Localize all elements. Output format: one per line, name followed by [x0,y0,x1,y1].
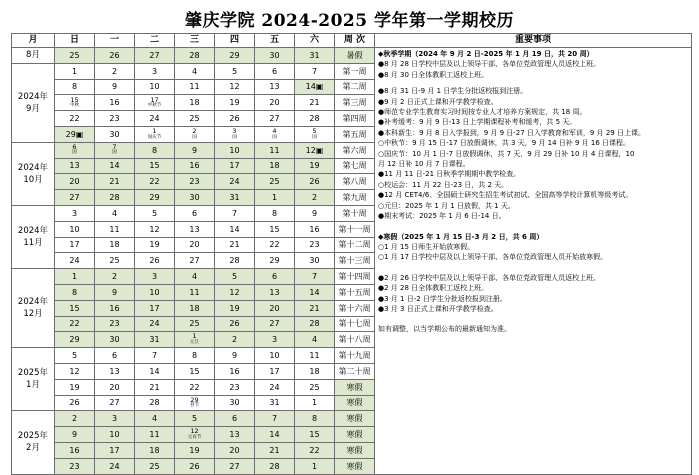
day-cell: 22 [55,111,95,127]
day-cell: 5 [175,411,215,427]
day-cell: 30 [95,332,135,348]
event-item: ●8 月 31 日-9 月 1 日学生分批返校报到注册。 [378,87,528,96]
day-cell: 20 [95,379,135,395]
month-cell: 2025年 2月 [12,411,55,474]
day-cell: 5 [135,205,175,221]
day-cell: 9 [295,205,335,221]
day-cell: 1 [55,63,95,79]
day-cell: 3 [95,411,135,427]
day-cell: 6 [215,411,255,427]
day-cell: 8 [175,348,215,364]
day-cell: 10 [95,427,135,443]
event-item: ●8 月 30 日全体教职工返校上班。 [378,70,489,79]
day-cell: 9 [95,284,135,300]
day-cell: 8 [295,411,335,427]
day-cell: 11 [255,142,295,158]
event-item: ●本科新生：9 月 8 日入学报到，9 月 9 日-27 日入学教育和军训，9 月 29 日上课。 [378,128,645,137]
week-cell: 第一周 [335,63,375,79]
day-cell: 28 [295,111,335,127]
day-cell: 24 [135,316,175,332]
day-cell: 16 [175,158,215,174]
header-3: 二 [135,34,175,48]
day-cell: 14 [135,363,175,379]
day-cell: 4 [135,411,175,427]
day-cell: 27 [215,458,255,474]
day-cell: 17 [135,300,175,316]
day-cell: 15 [55,300,95,316]
day-cell: 19 [135,237,175,253]
event-item: ●3 月 3 日正式上课和开学教学检查。 [378,304,498,313]
week-cell: 第十三周 [335,253,375,269]
day-cell: 1 [255,190,295,206]
day-cell: 17 [95,442,135,458]
week-cell: 寒假 [335,379,375,395]
day-cell: 25 [135,458,175,474]
day-cell: 10 [215,142,255,158]
day-cell: 23 [95,316,135,332]
day-cell: 9 [215,348,255,364]
day-cell: 23 [295,237,335,253]
day-cell: 25 [295,379,335,395]
day-cell: 9 [175,142,215,158]
day-cell: 30 [95,126,135,142]
day-cell: 11 [95,221,135,237]
day-cell: 25 [95,253,135,269]
day-cell: 19 [295,158,335,174]
day-cell: 12▣ [295,142,335,158]
header-2: 一 [95,34,135,48]
week-cell: 第十八周 [335,332,375,348]
week-cell: 第十五周 [335,284,375,300]
week-cell: 第十二周 [335,237,375,253]
day-cell: 24 [255,379,295,395]
day-cell: 5 国 [295,126,335,142]
day-cell: 21 [295,95,335,111]
day-cell: 13 [95,363,135,379]
day-cell: 5 [55,348,95,364]
event-item: ○1 月 15 日师生开始放寒假。 [378,242,475,251]
day-cell: 11 [295,348,335,364]
day-cell: 18 [295,363,335,379]
day-cell: 12 [135,221,175,237]
day-cell: 25 [255,174,295,190]
week-cell: 第十四周 [335,269,375,285]
day-cell: 21 [215,237,255,253]
day-cell: 1 [55,269,95,285]
month-cell: 2024年 9月 [12,63,55,142]
day-cell: 24 [95,458,135,474]
day-cell: 25 [55,48,95,64]
week-cell: 第十一周 [335,221,375,237]
day-cell: 12 [55,363,95,379]
day-cell: 24 [215,174,255,190]
day-cell: 28 [135,395,175,411]
header-0: 月 [12,34,55,48]
week-cell: 第十七周 [335,316,375,332]
day-cell: 8 [135,142,175,158]
day-cell: 21 [295,300,335,316]
day-cell: 14▣ [295,79,335,95]
day-cell: 25 [175,111,215,127]
day-cell: 21 [255,442,295,458]
day-cell: 16 [215,363,255,379]
day-cell: 28 [175,48,215,64]
event-item: 月 12 日补 10 月 7 日课程。 [378,160,470,169]
day-cell: 2 国 [175,126,215,142]
day-cell: 5 [215,63,255,79]
day-cell: 6 [95,348,135,364]
event-item: ●师范专业学生教育实习时间按专业人才培养方案规定，共 18 周。 [378,108,587,117]
event-item: ○元旦：2025 年 1 月 1 日放假，共 1 天。 [378,201,515,210]
week-cell: 第四周 [335,111,375,127]
day-cell: 20 [255,95,295,111]
day-cell: 26 [55,395,95,411]
header-7: 六 [295,34,335,48]
day-cell: 13 [255,284,295,300]
day-cell: 7 [295,63,335,79]
day-cell: 9 [95,79,135,95]
day-cell: 15 [295,427,335,443]
day-cell: 30 [215,395,255,411]
day-cell: 5 [215,269,255,285]
day-cell: 11 [135,427,175,443]
event-item: ●补考缓考：9 月 9 日-13 日上学期课程补考和缓考，共 5 天。 [378,118,577,127]
calendar-table [11,33,692,475]
day-cell: 6 国 [55,142,95,158]
week-cell: 第三周 [335,95,375,111]
day-cell: 27 [255,316,295,332]
day-cell: 3 [255,332,295,348]
day-cell: 3 [135,63,175,79]
day-cell: 31 [295,48,335,64]
month-cell: 2024年 12月 [12,269,55,348]
day-cell: 22 [255,237,295,253]
day-cell: 15 [135,158,175,174]
week-cell: 寒假 [335,427,375,443]
day-cell: 23 [175,174,215,190]
day-cell: 7 国 [95,142,135,158]
event-item: ●2 月 28 日全体教职工返校上班。 [378,284,489,293]
event-item: 如有调整，以当学期公布的最新通知为准。 [378,325,511,334]
week-cell: 第十周 [335,205,375,221]
day-cell: 26 [95,48,135,64]
day-cell: 15 [175,363,215,379]
day-cell: 28 [95,190,135,206]
event-item: ○1 月 17 日学校中层及以上领导干部、各单位党政管理人员开始放寒假。 [378,253,608,262]
event-item: ◆秋季学期（2024 年 9 月 2 日-2025 年 1 月 19 日，共 20 周） [378,50,594,58]
day-cell: 20 [55,174,95,190]
day-cell: 2 [95,269,135,285]
day-cell: 14 [295,284,335,300]
day-cell: 31 [215,190,255,206]
important-events-cell [375,48,692,475]
week-cell: 暑假 [335,48,375,64]
day-cell: 31 [135,332,175,348]
day-cell: 6 [255,269,295,285]
day-cell: 27 [175,253,215,269]
day-cell: 4 [95,205,135,221]
day-cell: 2 [55,411,95,427]
week-cell: 第十九周 [335,348,375,364]
day-cell: 13 [175,221,215,237]
page-title: 肇庆学院 2024-2025 学年第一学期校历 [184,11,515,31]
week-cell: 第七周 [335,158,375,174]
day-cell: 12 [215,79,255,95]
day-cell: 10 [135,79,175,95]
day-cell: 14 [95,158,135,174]
day-cell: 11 [175,284,215,300]
day-cell: 1 [295,395,335,411]
week-cell: 第二十周 [335,363,375,379]
event-item: ●8 月 28 日学校中层及以上领导干部、各单位党政管理人员返校上班。 [378,60,601,69]
day-cell: 4 国 [255,126,295,142]
day-cell: 18 [135,442,175,458]
day-cell: 16 [55,442,95,458]
day-cell: 29 [215,48,255,64]
day-cell: 7 [255,411,295,427]
day-cell: 11 [175,79,215,95]
day-cell: 26 [215,111,255,127]
day-cell: 20 [175,237,215,253]
day-cell: 19 [215,95,255,111]
day-cell: 16 [295,221,335,237]
day-cell: 24 [135,111,175,127]
week-cell: 第二周 [335,79,375,95]
event-item: ●2 月 26 日学校中层及以上领导干部、各单位党政管理人员返校上班。 [378,273,601,282]
day-cell: 19 [55,379,95,395]
day-cell: 1 国庆节 [135,126,175,142]
day-cell: 15 中秋 [55,95,95,111]
day-cell: 16 [95,300,135,316]
day-cell: 17 [255,363,295,379]
day-cell: 1 [295,458,335,474]
week-cell: 第五周 [335,126,375,142]
day-cell: 26 [135,253,175,269]
week-cell: 第六周 [335,142,375,158]
day-cell: 6 [255,63,295,79]
day-cell: 30 [295,253,335,269]
day-cell: 3 国 [215,126,255,142]
event-item: ○国庆节：10 月 1 日-7 日放假调休，共 7 天，9 月 29 日补 10 月 4 日课程，10 [378,149,635,158]
day-cell: 21 [135,379,175,395]
day-cell: 23 [215,379,255,395]
day-cell: 18 [95,237,135,253]
day-cell: 8 [55,284,95,300]
event-item: ●9 月 2 日正式上课和开学教学检查。 [378,97,498,106]
day-cell: 20 [255,300,295,316]
day-cell: 10 [135,284,175,300]
day-cell: 3 [55,205,95,221]
day-cell: 13 [255,79,295,95]
day-cell: 25 [175,316,215,332]
day-cell: 4 [295,332,335,348]
month-cell: 2024年 11月 [12,205,55,268]
day-cell: 8 [255,205,295,221]
week-cell: 寒假 [335,458,375,474]
event-item: ◆寒假（2025 年 1 月 15 日-3 月 2 日，共 6 周） [378,232,544,241]
day-cell: 27 [135,48,175,64]
month-cell: 2025年 1月 [12,348,55,411]
day-cell: 17 [55,237,95,253]
day-cell: 21 [95,174,135,190]
day-cell: 18 [255,158,295,174]
week-cell: 第九周 [335,190,375,206]
day-cell: 28 [295,316,335,332]
month-cell: 8月 [12,48,55,64]
day-cell: 19 [215,300,255,316]
day-cell: 2 [215,332,255,348]
day-cell: 22 [55,316,95,332]
day-cell: 14 [255,427,295,443]
day-cell: 23 [55,458,95,474]
day-cell: 15 [255,221,295,237]
day-cell: 27 [255,111,295,127]
day-cell: 31 [255,395,295,411]
day-cell: 16 [95,95,135,111]
month-cell: 2024年 10月 [12,142,55,205]
day-cell: 14 [215,221,255,237]
day-cell: 22 [175,379,215,395]
day-cell: 13 [215,427,255,443]
day-cell: 26 [175,458,215,474]
day-cell: 23 [95,111,135,127]
day-cell: 30 [255,48,295,64]
day-cell: 19 [175,442,215,458]
day-cell: 13 [55,158,95,174]
day-cell: 7 [295,269,335,285]
day-cell: 8 [55,79,95,95]
day-cell: 22 [295,442,335,458]
day-cell: 2 [95,63,135,79]
day-cell: 22 [135,174,175,190]
day-cell: 26 [215,316,255,332]
header-8: 周 次 [335,34,375,48]
header-4: 三 [175,34,215,48]
day-cell: 29 [255,253,295,269]
calendar-body [12,48,692,475]
day-cell: 27 [95,395,135,411]
header-1: 日 [55,34,95,48]
week-cell: 寒假 [335,442,375,458]
week-cell: 寒假 [335,395,375,411]
day-cell: 29 春节 [175,395,215,411]
day-cell: 9 [55,427,95,443]
day-cell: 29▣ [55,126,95,142]
day-cell: 18 [175,95,215,111]
day-cell: 27 [55,190,95,206]
header-5: 四 [215,34,255,48]
day-cell: 4 [175,63,215,79]
week-cell: 第八周 [335,174,375,190]
day-cell: 10 [55,221,95,237]
day-cell: 17 [215,158,255,174]
header-9: 重要事项 [375,34,692,48]
day-cell: 3 [135,269,175,285]
day-cell: 30 [175,190,215,206]
day-cell: 4 [175,269,215,285]
day-cell: 17 中秋节 [135,95,175,111]
event-item: ●期末考试：2025 年 1 月 6 日-14 日。 [378,212,506,221]
day-cell: 18 [175,300,215,316]
day-cell: 26 [295,174,335,190]
header-6: 五 [255,34,295,48]
day-cell: 12 元宵节 [175,427,215,443]
header-row [12,34,692,48]
event-item: ○中秋节：9 月 15 日-17 日放假调休，共 3 天，9 月 14 日补 9 月 16 日课程。 [378,139,631,148]
day-cell: 7 [135,348,175,364]
day-cell: 28 [215,253,255,269]
event-item: ○校运会：11 月 22 日-23 日，共 2 天。 [378,180,509,189]
day-cell: 6 [175,205,215,221]
event-item: ●12 月 CET4/6、全国硕士研究生招生考试初试、全国高等学校计算机等级考试。 [378,191,633,200]
day-cell: 24 [55,253,95,269]
week-cell: 第十六周 [335,300,375,316]
event-item: ●11 月 11 日-21 日秋季学期期中教学检查。 [378,170,521,179]
table-row [12,48,692,64]
day-cell: 1 元旦 [175,332,215,348]
day-cell: 29 [55,332,95,348]
day-cell: 10 [255,348,295,364]
week-cell: 寒假 [335,411,375,427]
day-cell: 12 [215,284,255,300]
day-cell: 2 [295,190,335,206]
day-cell: 28 [255,458,295,474]
day-cell: 29 [135,190,175,206]
event-item: ●3 月 1 日-2 日学生分批返校报到注册。 [378,294,507,303]
day-cell: 7 [215,205,255,221]
day-cell: 20 [215,442,255,458]
